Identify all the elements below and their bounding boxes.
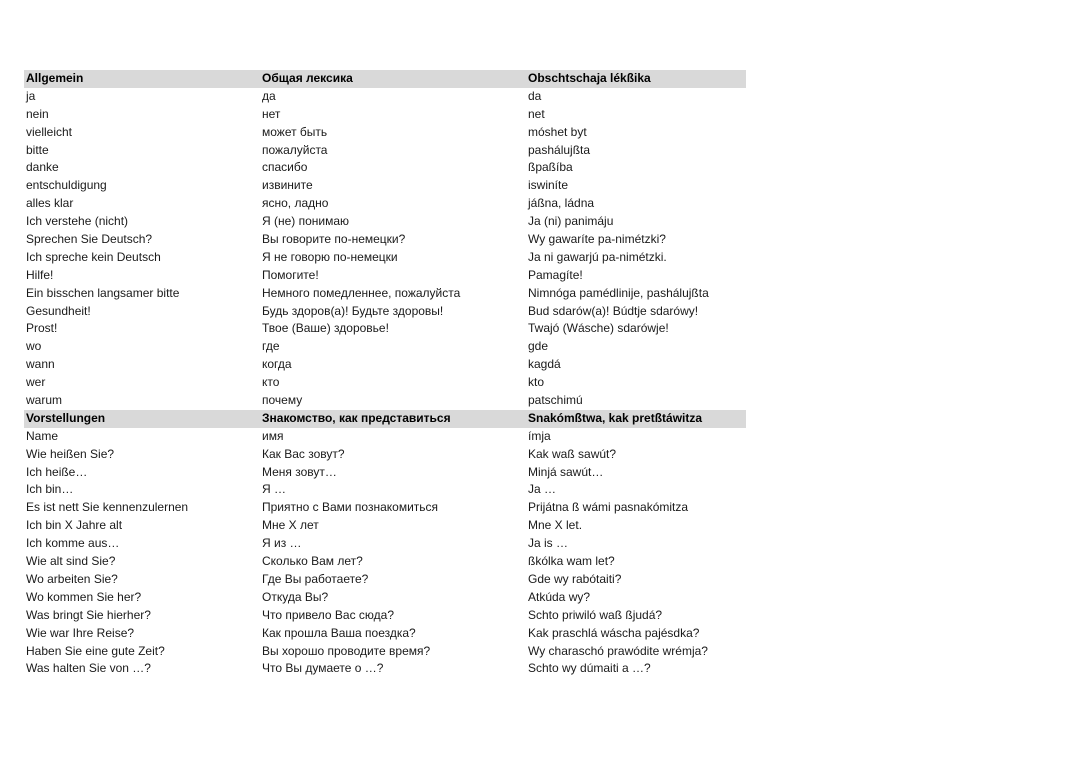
cell-transliteration: Twajó (Wásche) sdarówje! xyxy=(528,321,669,336)
table-row xyxy=(24,159,746,177)
cell-transliteration: Schto priwiló waß ßjudá? xyxy=(528,607,663,622)
cell-german: Was halten Sie von …? xyxy=(26,661,151,676)
cell-russian: Вы говорите по-немецки? xyxy=(262,232,406,247)
table-row xyxy=(24,660,746,678)
table-row xyxy=(24,142,746,160)
table-row xyxy=(24,285,746,303)
cell-transliteration: Kak waß sawút? xyxy=(528,446,617,461)
cell-german: Wie alt sind Sie? xyxy=(26,554,116,569)
header-russian: Знакомство, как представиться xyxy=(262,410,451,425)
cell-german: bitte xyxy=(26,142,49,157)
cell-german: entschuldigung xyxy=(26,178,107,193)
cell-russian: Я (не) понимаю xyxy=(262,214,350,229)
table-row xyxy=(24,338,746,356)
table-row xyxy=(24,195,746,213)
cell-german: Gesundheit! xyxy=(26,303,91,318)
cell-transliteration: Pamagíte! xyxy=(528,267,583,282)
cell-german: Wie heißen Sie? xyxy=(26,446,115,461)
table-row xyxy=(24,428,746,446)
cell-russian: Я не говорю по-немецки xyxy=(262,249,398,264)
cell-german: Ich komme aus… xyxy=(26,536,120,551)
table-row xyxy=(24,374,746,392)
cell-german: Es ist nett Sie kennenzulernen xyxy=(26,500,189,515)
table-row xyxy=(24,481,746,499)
vocabulary-table xyxy=(24,70,746,678)
header-german: Allgemein xyxy=(26,71,84,85)
cell-transliteration: móshet byt xyxy=(528,124,587,139)
cell-german: Ich spreche kein Deutsch xyxy=(26,249,161,264)
table-row xyxy=(24,231,746,249)
cell-transliteration: patschimú xyxy=(528,393,583,408)
cell-russian: Помогите! xyxy=(262,267,319,282)
cell-russian: нет xyxy=(262,106,281,121)
cell-russian: Что Вы думаете о …? xyxy=(262,661,384,676)
cell-transliteration: Wy gawaríte pa-nimétzki? xyxy=(528,232,666,247)
cell-german: Ich bin… xyxy=(26,482,74,497)
cell-transliteration: ßpaßíba xyxy=(528,160,573,175)
cell-russian: имя xyxy=(262,428,284,443)
cell-german: danke xyxy=(26,160,59,175)
cell-transliteration: Wy charaschó prawódite wrémja? xyxy=(528,643,708,658)
cell-transliteration: Prijátna ß wámi pasnakómitza xyxy=(528,500,689,515)
cell-transliteration: ßkólka wam let? xyxy=(528,554,615,569)
cell-german: warum xyxy=(26,393,63,408)
cell-german: ja xyxy=(26,88,36,103)
cell-russian: Немного помедленнее, пожалуйста xyxy=(262,285,461,300)
cell-russian: Вы хорошо проводите время? xyxy=(262,643,431,658)
table-row xyxy=(24,177,746,195)
table-row xyxy=(24,607,746,625)
cell-russian: Откуда Вы? xyxy=(262,589,329,604)
cell-transliteration: Ja … xyxy=(528,482,557,497)
cell-russian: Мне X лет xyxy=(262,518,319,533)
table-row xyxy=(24,106,746,124)
cell-transliteration: kto xyxy=(528,375,545,390)
cell-russian: где xyxy=(262,339,280,354)
cell-german: Sprechen Sie Deutsch? xyxy=(26,232,153,247)
cell-russian: Будь здоров(а)! Будьте здоровы! xyxy=(262,303,444,318)
header-transliteration: Snakómßtwa, kak pretßtáwitza xyxy=(528,410,703,425)
cell-transliteration: Minjá sawút… xyxy=(528,464,604,479)
cell-german: Ich heiße… xyxy=(26,464,88,479)
cell-russian: Меня зовут… xyxy=(262,464,337,479)
cell-transliteration: ímja xyxy=(528,428,551,443)
cell-transliteration: pashálujßta xyxy=(528,142,591,157)
table-row xyxy=(24,589,746,607)
cell-russian: когда xyxy=(262,357,292,372)
table-row xyxy=(24,303,746,321)
cell-transliteration: da xyxy=(528,88,542,103)
cell-transliteration: Bud sdarów(a)! Búdtje sdarówy! xyxy=(528,303,699,318)
cell-german: alles klar xyxy=(26,196,74,211)
cell-german: Prost! xyxy=(26,321,58,336)
cell-russian: Как Вас зовут? xyxy=(262,446,345,461)
cell-transliteration: Schto wy dúmaiti a …? xyxy=(528,661,651,676)
cell-russian: пожалуйста xyxy=(262,142,328,157)
cell-russian: Я из … xyxy=(262,536,302,551)
cell-german: wer xyxy=(26,375,46,390)
cell-transliteration: Ja ni gawarjú pa-nimétzki. xyxy=(528,249,667,264)
cell-german: Was bringt Sie hierher? xyxy=(26,607,151,622)
cell-german: Name xyxy=(26,428,59,443)
cell-german: Ein bisschen langsamer bitte xyxy=(26,285,180,300)
cell-transliteration: Ja is … xyxy=(528,536,569,551)
cell-russian: Где Вы работаете? xyxy=(262,571,369,586)
table-row xyxy=(24,553,746,571)
cell-russian: Я … xyxy=(262,482,286,497)
section-header-row xyxy=(24,410,746,428)
cell-russian: спасибо xyxy=(262,160,308,175)
header-russian: Общая лексика xyxy=(262,71,353,85)
cell-russian: Что привело Вас сюда? xyxy=(262,607,394,622)
cell-transliteration: iswiníte xyxy=(528,178,569,193)
table-row xyxy=(24,464,746,482)
cell-russian: Твое (Ваше) здоровье! xyxy=(262,321,389,336)
cell-german: Wie war Ihre Reise? xyxy=(26,625,135,640)
cell-german: wann xyxy=(26,357,55,372)
table-row xyxy=(24,499,746,517)
cell-transliteration: Kak praschlá wáscha pajésdka? xyxy=(528,625,700,640)
cell-german: Wo arbeiten Sie? xyxy=(26,571,118,586)
cell-german: Ich bin X Jahre alt xyxy=(26,518,123,533)
table-row xyxy=(24,625,746,643)
header-transliteration: Obschtschaja lékßika xyxy=(528,71,651,85)
table-row xyxy=(24,535,746,553)
cell-transliteration: Gde wy rabótaiti? xyxy=(528,571,622,586)
cell-transliteration: net xyxy=(528,106,545,121)
cell-transliteration: Ja (ni) panimáju xyxy=(528,214,614,229)
cell-german: vielleicht xyxy=(26,124,73,139)
table-row xyxy=(24,517,746,535)
cell-transliteration: gde xyxy=(528,339,549,354)
cell-russian: извините xyxy=(262,178,313,193)
table-row xyxy=(24,571,746,589)
cell-transliteration: jáßna, ládna xyxy=(528,196,595,211)
cell-russian: может быть xyxy=(262,124,328,139)
cell-german: Wo kommen Sie her? xyxy=(26,589,142,604)
table-row xyxy=(24,643,746,661)
cell-transliteration: Nimnóga pamédlinije, pashálujßta xyxy=(528,285,709,300)
cell-transliteration: Atkúda wy? xyxy=(528,589,591,604)
table-row xyxy=(24,392,746,410)
cell-russian: ясно, ладно xyxy=(262,196,329,211)
cell-german: Ich verstehe (nicht) xyxy=(26,214,129,229)
table-row xyxy=(24,249,746,267)
table-row xyxy=(24,88,746,106)
section-header-row xyxy=(24,70,746,88)
table-row xyxy=(24,320,746,338)
cell-german: nein xyxy=(26,106,49,121)
cell-russian: кто xyxy=(262,375,280,390)
cell-russian: Приятно с Вами познакомиться xyxy=(262,500,439,515)
cell-russian: Сколько Вам лет? xyxy=(262,554,363,569)
cell-transliteration: Mne X let. xyxy=(528,518,583,533)
table-row xyxy=(24,267,746,285)
table-row xyxy=(24,356,746,374)
cell-german: wo xyxy=(26,339,42,354)
cell-russian: да xyxy=(262,88,276,103)
cell-russian: почему xyxy=(262,393,303,408)
table-row xyxy=(24,124,746,142)
header-german: Vorstellungen xyxy=(26,410,106,425)
cell-transliteration: kagdá xyxy=(528,357,561,372)
table-row xyxy=(24,213,746,231)
cell-german: Haben Sie eine gute Zeit? xyxy=(26,643,165,658)
cell-russian: Как прошла Ваша поездка? xyxy=(262,625,416,640)
cell-german: Hilfe! xyxy=(26,267,54,282)
table-row xyxy=(24,446,746,464)
